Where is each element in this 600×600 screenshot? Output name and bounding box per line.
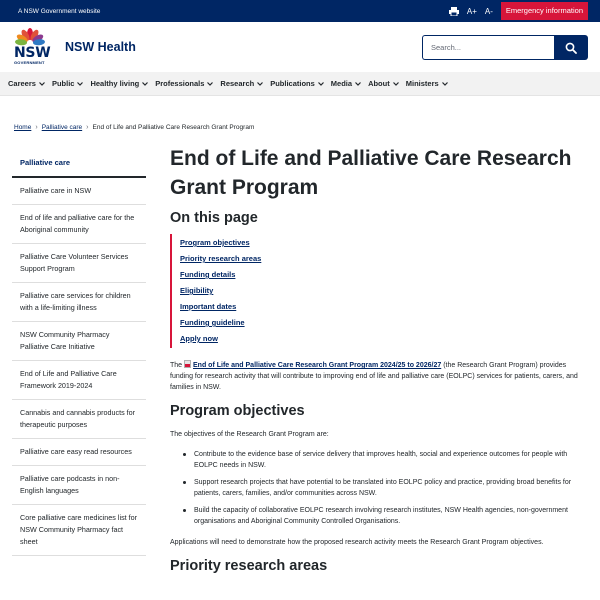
nav-label: Ministers	[405, 79, 439, 88]
sidebar-item-medicines-list[interactable]: Core palliative care medicines list for NSW Community Pharmacy fact sheet	[12, 505, 146, 556]
applications-paragraph: Applications will need to demonstrate how the proposed research activity meets the Research Grant Program objectives.	[170, 539, 544, 546]
nav-item-professionals[interactable]	[155, 79, 213, 88]
nav-item-about[interactable]	[368, 79, 399, 88]
search-form	[422, 35, 588, 60]
chevron-down-icon	[257, 82, 263, 86]
nav-label: Publications	[270, 79, 315, 88]
toc-link-funding-guideline[interactable]: Funding guideline	[180, 318, 245, 327]
breadcrumb-current: End of Life and Palliative Care Research Grant Program	[92, 124, 255, 131]
printer-icon[interactable]	[449, 7, 459, 16]
masthead	[0, 0, 600, 22]
nav-label: Careers	[8, 79, 36, 88]
main-content	[170, 144, 584, 574]
priority-research-areas-heading: Priority research areas	[170, 558, 328, 574]
nav-label: Professionals	[155, 79, 205, 88]
nav-label: Healthy living	[90, 79, 140, 88]
sidebar-item-framework[interactable]: End of Life and Palliative Care Framework 2019-2024	[12, 361, 146, 400]
chevron-down-icon	[207, 82, 213, 86]
objectives-intro: The objectives of the Research Grant Program are:	[170, 431, 329, 438]
toc-link-apply-now[interactable]: Apply now	[180, 334, 218, 343]
sidebar-item-podcasts[interactable]: Palliative care podcasts in non-English languages	[12, 466, 146, 505]
list-item: Contribute to the evidence base of service delivery that improves health, social and experience outcomes for people with EOLPC needs in NSW.	[194, 449, 584, 471]
nav-item-research[interactable]	[220, 79, 263, 88]
logo-subtext: GOVERNMENT	[14, 60, 45, 65]
intro-suffix: (the Research Grant Program) provides funding for research activity that will contribute to improving end of life and palliative care (EOLPC) services for patients, carers, and families in NSW.	[170, 362, 578, 391]
search-input[interactable]: Search...	[422, 35, 554, 60]
toc-link-program-objectives[interactable]: Program objectives	[180, 238, 250, 247]
gov-website-text: A NSW Government website	[18, 7, 101, 15]
sidebar-item-palliative-care-in-nsw[interactable]: Palliative care in NSW	[12, 178, 146, 205]
nav-label: Media	[330, 79, 353, 88]
chevron-down-icon	[318, 82, 324, 86]
search-icon	[565, 42, 577, 54]
main-navigation	[0, 72, 600, 96]
sidebar-item-easy-read[interactable]: Palliative care easy read resources	[12, 439, 146, 466]
on-this-page-links	[170, 234, 584, 348]
sidebar-item-aboriginal-community[interactable]: End of life and palliative care for the Aboriginal community	[12, 205, 146, 244]
chevron-right-icon: ›	[35, 124, 38, 131]
toc-link-important-dates[interactable]: Important dates	[180, 302, 237, 311]
nav-item-healthy-living[interactable]	[90, 79, 148, 88]
nsw-government-logo[interactable]	[13, 27, 49, 67]
masthead-tools	[449, 2, 588, 20]
sidebar-item-children-services[interactable]: Palliative care services for children with a life-limiting illness	[12, 283, 146, 322]
site-header	[0, 22, 600, 72]
waratah-icon	[13, 27, 49, 47]
logo-wordmark: NSW	[14, 45, 51, 61]
chevron-down-icon	[142, 82, 148, 86]
document-icon	[184, 360, 191, 368]
nav-label: Research	[220, 79, 255, 88]
objectives-list	[170, 449, 584, 527]
breadcrumb	[14, 124, 254, 131]
breadcrumb-parent-link[interactable]: Palliative care	[41, 124, 83, 131]
nav-item-publications[interactable]	[270, 79, 324, 88]
search-button[interactable]	[554, 35, 588, 60]
nav-item-careers[interactable]	[8, 79, 45, 88]
toc-link-priority-research-areas[interactable]: Priority research areas	[180, 254, 262, 263]
nav-label: Public	[51, 79, 75, 88]
sidebar-navigation	[12, 148, 146, 556]
on-this-page-heading: On this page	[170, 210, 258, 226]
list-item: Build the capacity of collaborative EOLPC research involving research institutes, NSW Health agencies, non-government organisations and Aboriginal Community Controlled Organisations.	[194, 505, 584, 527]
sidebar-item-cannabis[interactable]: Cannabis and cannabis products for therapeutic purposes	[12, 400, 146, 439]
nav-label: About	[368, 79, 390, 88]
page-title: End of Life and Palliative Care Research Grant Program	[170, 147, 572, 199]
chevron-right-icon: ›	[86, 124, 89, 131]
font-increase-button[interactable]: A+	[466, 6, 477, 16]
chevron-down-icon	[77, 82, 83, 86]
sidebar-item-volunteer-services[interactable]: Palliative Care Volunteer Services Support Program	[12, 244, 146, 283]
nav-item-public[interactable]	[52, 79, 84, 88]
program-document-link[interactable]: End of Life and Palliative Care Research Grant Program 2024/25 to 2026/27	[193, 362, 442, 369]
program-objectives-heading: Program objectives	[170, 403, 305, 419]
chevron-down-icon	[355, 82, 361, 86]
chevron-down-icon	[393, 82, 399, 86]
toc-link-funding-details[interactable]: Funding details	[180, 270, 236, 279]
toc-link-eligibility[interactable]: Eligibility	[180, 286, 214, 295]
chevron-down-icon	[442, 82, 448, 86]
font-decrease-button[interactable]: A-	[484, 6, 493, 16]
site-name[interactable]: NSW Health	[65, 40, 136, 54]
sidebar-heading[interactable]: Palliative care	[12, 148, 146, 178]
intro-paragraph	[170, 360, 584, 393]
nav-item-media[interactable]	[331, 79, 361, 88]
chevron-down-icon	[39, 82, 45, 86]
nav-item-ministers[interactable]	[406, 79, 448, 88]
breadcrumb-home-link[interactable]: Home	[14, 124, 32, 131]
emergency-information-button[interactable]: Emergency information	[501, 2, 588, 20]
intro-prefix: The	[170, 362, 183, 369]
list-item: Support research projects that have potential to be translated into EOLPC policy and practice, providing broad benefits for patients, carers, families, and/or communities across NSW.	[194, 477, 584, 499]
sidebar-item-community-pharmacy[interactable]: NSW Community Pharmacy Palliative Care Initiative	[12, 322, 146, 361]
